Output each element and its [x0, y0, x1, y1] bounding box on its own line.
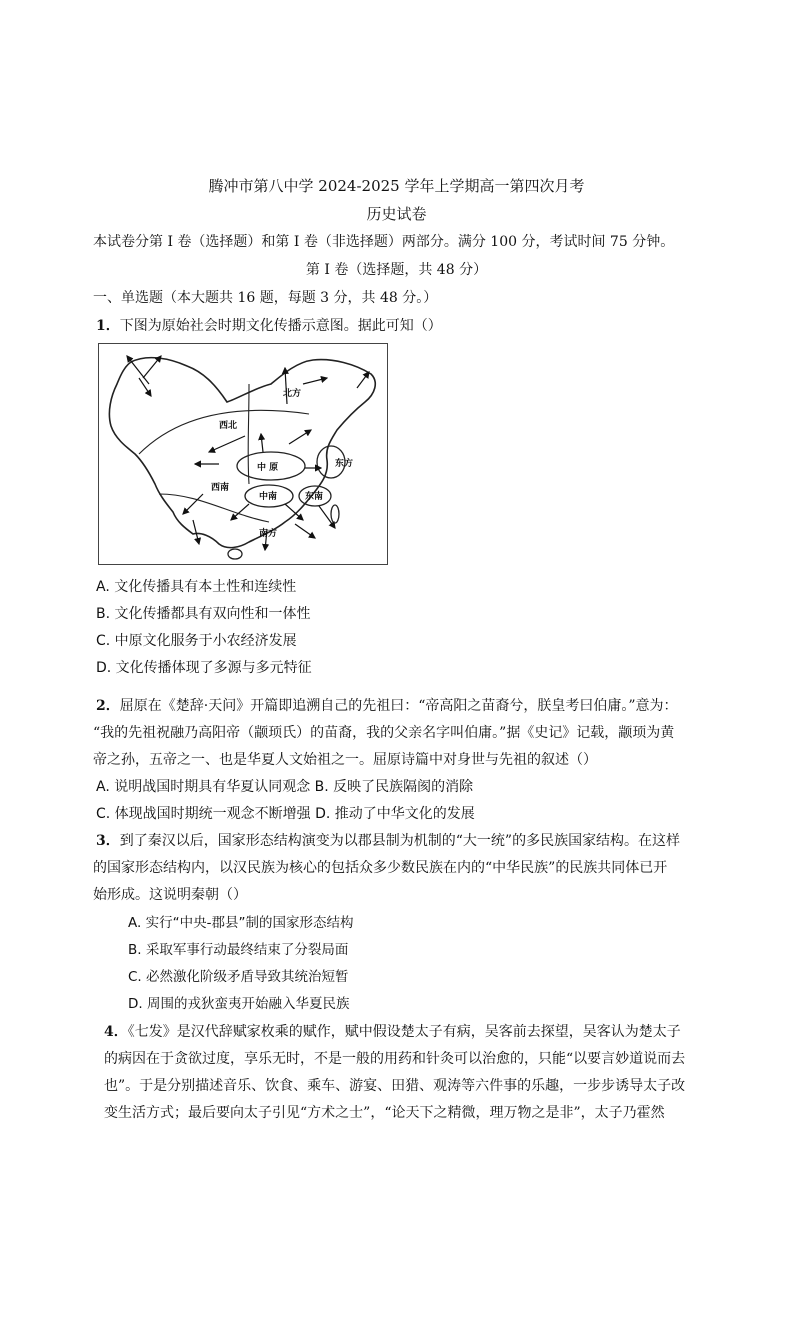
exam-subject: 历史试卷 — [366, 205, 427, 223]
map-label-central-south: 中南 — [259, 492, 278, 502]
question-3-option-a[interactable]: A. 实行“中央-郡县”制的国家形态结构 — [128, 915, 354, 931]
question-3-option-d[interactable]: D. 周围的戎狄蛮夷开始融入华夏民族 — [128, 996, 350, 1012]
question-3-option-b[interactable]: B. 采取军事行动最终结束了分裂局面 — [128, 942, 349, 958]
map-label-south: 南方 — [259, 529, 278, 539]
question-number: 3． — [96, 833, 120, 849]
taiwan-island — [331, 505, 339, 523]
question-2-stem-line-2: “我的先祖祝融乃高阳帝（颛顼氏）的苗裔，我的父亲名字叫伯庸。”据《史记》记载，颛顼为黄 — [93, 725, 675, 741]
map-label-northwest: 西北 — [219, 421, 238, 431]
question-3-stem-line-3: 始形成。这说明秦朝（） — [93, 887, 247, 903]
map-label-center: 中 原 — [257, 463, 279, 473]
question-3-stem-line-1 — [96, 831, 680, 851]
map-label-southwest: 西南 — [211, 483, 230, 493]
spread-arrow — [261, 434, 263, 452]
question-2-stem-line-1 — [96, 696, 678, 716]
spread-arrow — [289, 430, 311, 444]
question-1-option-d[interactable]: D. 文化传播体现了多源与多元特征 — [96, 660, 312, 676]
part-one-heading: 第 I 卷（选择题，共 48 分） — [305, 262, 488, 278]
question-2-options-ab[interactable]: A. 说明战国时期具有华夏认同观念 B. 反映了民族隔阂的消除 — [96, 779, 474, 795]
question-4-stem-line-2: 的病因在于贪欲过度，享乐无时，不是一般的用药和针灸可以治愈的，只能“以要言妙道说而去 — [104, 1051, 686, 1067]
spread-arrow — [139, 378, 151, 396]
hainan-island — [228, 549, 242, 559]
question-number: 2． — [96, 698, 120, 714]
section-one-heading: 一、单选题（本大题共 16 题，每题 3 分，共 48 分。） — [93, 290, 438, 306]
spread-arrow — [357, 372, 369, 388]
spread-arrow — [285, 504, 303, 520]
question-3-stem-line-2: 的国家形态结构内，以汉民族为核心的包括众多少数民族在内的“中华民族”的民族共同体已开 — [93, 860, 668, 876]
spread-curve — [139, 410, 309, 454]
question-4-stem-line-4: 变生活方式；最后要向太子引见“方术之士”，“论天下之精微，理万物之是非”，太子乃霍然 — [104, 1105, 665, 1121]
question-1-option-b[interactable]: B. 文化传播都具有双向性和一体性 — [96, 606, 311, 622]
question-2-options-cd[interactable]: C. 体现战国时期统一观念不断增强 D. 推动了中华文化的发展 — [96, 806, 475, 822]
china-outline — [109, 358, 375, 548]
map-label-southeast: 东南 — [305, 492, 324, 502]
spread-arrow — [127, 356, 149, 384]
spread-arrow — [143, 356, 161, 378]
spread-arrow — [193, 520, 199, 544]
spread-arrow — [209, 436, 245, 452]
exam-intro: 本试卷分第 I 卷（选择题）和第 I 卷（非选择题）两部分。满分 100 分，考试时间 75 分钟。 — [93, 234, 675, 250]
culture-spread-map — [98, 343, 388, 565]
question-4-stem-line-1 — [104, 1022, 681, 1042]
question-1-option-a[interactable]: A. 文化传播具有本土性和连续性 — [96, 579, 297, 595]
question-1-stem — [96, 316, 442, 336]
question-2-stem-line-3: 帝之孙，五帝之一、也是华夏人文始祖之一。屈原诗篇中对身世与先祖的叙述（） — [93, 752, 597, 768]
spread-arrow — [295, 524, 315, 538]
map-label-north: 北方 — [283, 389, 302, 399]
question-number: 4． — [104, 1024, 128, 1040]
question-text: 屈原在《楚辞·天问》开篇即追溯自己的先祖曰：“帝高阳之苗裔兮，朕皇考曰伯庸。”意为： — [119, 698, 678, 714]
question-1-option-c[interactable]: C. 中原文化服务于小农经济发展 — [96, 633, 297, 649]
question-text: 到了秦汉以后，国家形态结构演变为以郡县制为机制的“大一统”的多民族国家结构。在这样 — [119, 833, 681, 849]
spread-curve — [248, 384, 249, 484]
question-number: 1． — [96, 318, 120, 334]
spread-arrow — [319, 506, 335, 528]
spread-arrow — [303, 378, 327, 384]
question-text: 下图为原始社会时期文化传播示意图。据此可知（） — [119, 318, 442, 334]
map-figure — [99, 344, 387, 564]
exam-title: 腾冲市第八中学 2024-2025 学年上学期高一第四次月考 — [208, 177, 585, 195]
map-label-east: 东方 — [335, 459, 354, 469]
question-text: 《七发》是汉代辞赋家枚乘的赋作，赋中假设楚太子有病，吴客前去探望，吴客认为楚太子 — [127, 1024, 681, 1040]
question-3-option-c[interactable]: C. 必然激化阶级矛盾导致其统治短暂 — [128, 969, 349, 985]
question-4-stem-line-3: 也”。于是分别描述音乐、饮食、乘车、游宴、田猎、观涛等六件事的乐趣，一步步诱导太子改 — [104, 1078, 686, 1094]
